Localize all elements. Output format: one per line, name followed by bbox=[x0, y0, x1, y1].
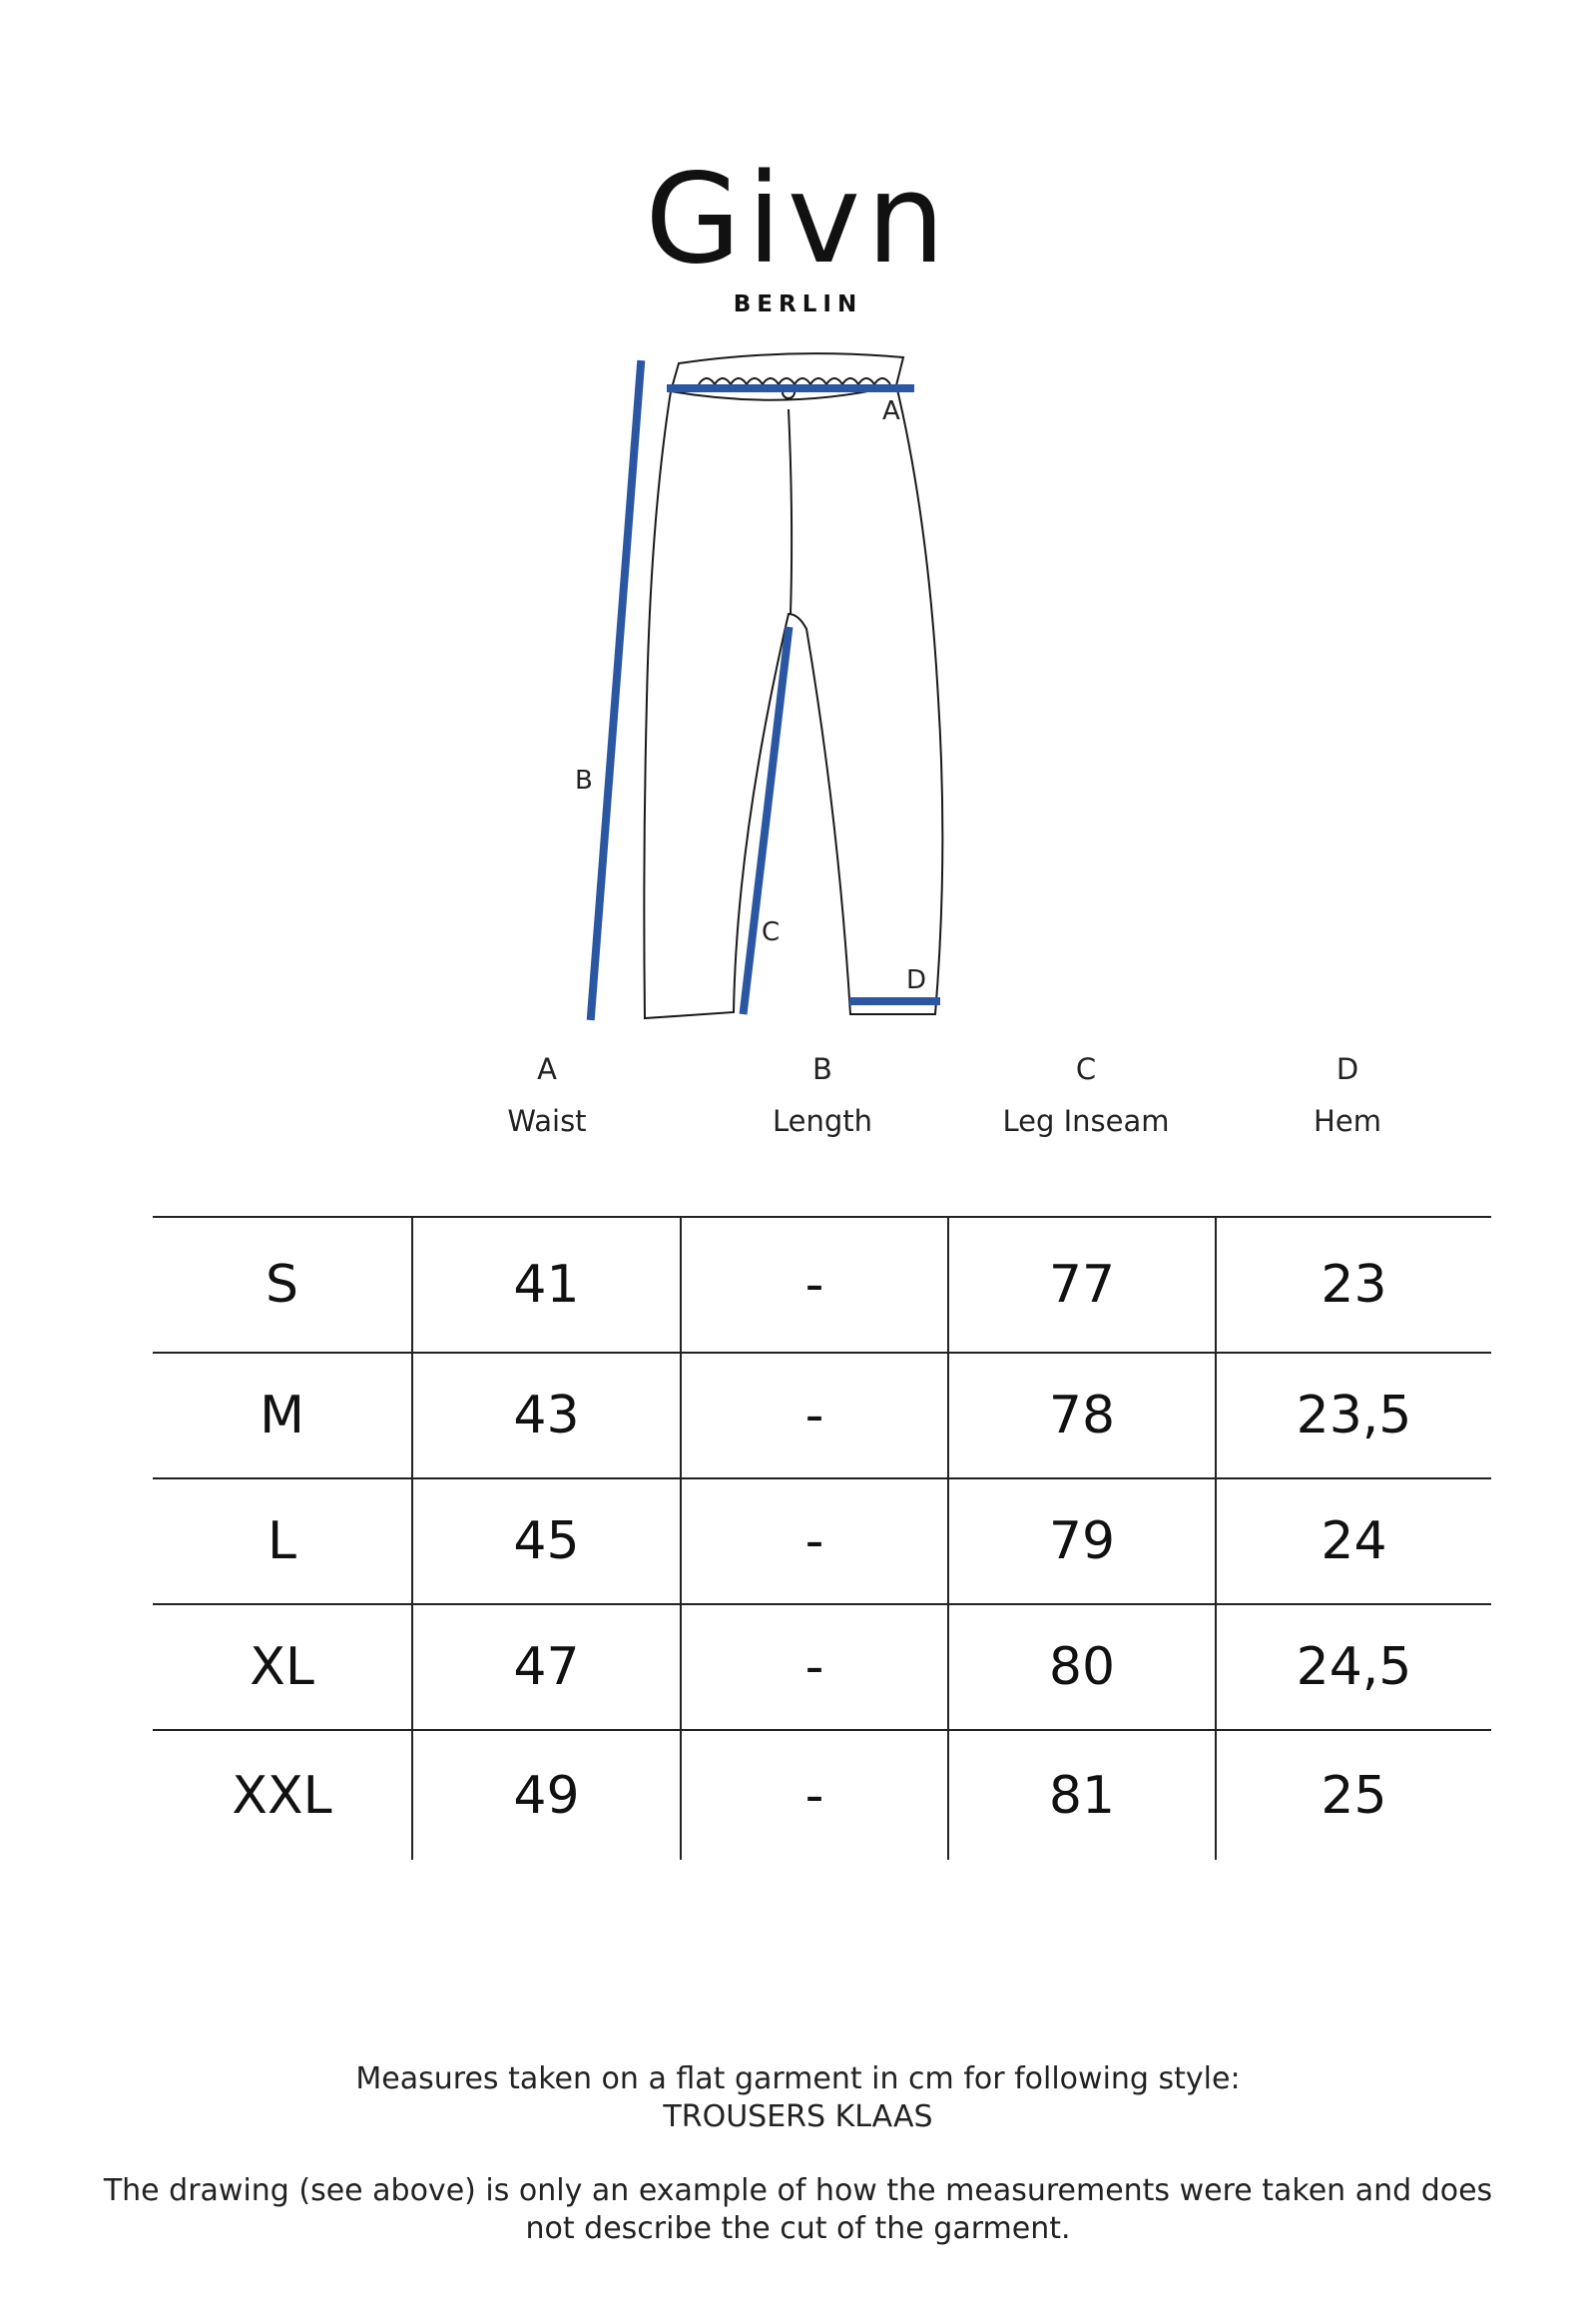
diagram-label-b: B bbox=[575, 766, 593, 796]
column-letter: C bbox=[1075, 1052, 1097, 1086]
note-line: not describe the cut of the garment. bbox=[525, 2211, 1071, 2246]
brand-name: Givn bbox=[645, 148, 951, 291]
diagram-label-c: C bbox=[762, 917, 781, 947]
size-cell: M bbox=[153, 1353, 412, 1478]
column-name: Hem bbox=[1314, 1104, 1381, 1138]
note-line: The drawing (see above) is only an example of how the measurements were taken and does bbox=[103, 2173, 1493, 2208]
column-header-leg-inseam bbox=[986, 1052, 1186, 1138]
column-name: Leg Inseam bbox=[1002, 1104, 1170, 1138]
column-header-length bbox=[723, 1052, 922, 1138]
waist-cell: 47 bbox=[412, 1604, 681, 1730]
waist-cell: 41 bbox=[412, 1217, 681, 1353]
table-row bbox=[153, 1730, 1491, 1860]
column-letter: D bbox=[1335, 1052, 1359, 1086]
trousers-measurement-drawing bbox=[0, 0, 1596, 1058]
size-cell: L bbox=[153, 1478, 412, 1604]
size-cell: XL bbox=[153, 1604, 412, 1730]
waistband-outline bbox=[671, 353, 903, 400]
style-name: TROUSERS KLAAS bbox=[663, 2099, 933, 2134]
table-row bbox=[153, 1353, 1491, 1478]
length-cell: - bbox=[681, 1730, 948, 1860]
length-cell: - bbox=[681, 1353, 948, 1478]
leg-inseam-cell: 79 bbox=[948, 1478, 1216, 1604]
waistband-gathers bbox=[699, 378, 890, 384]
leg-inseam-cell: 81 bbox=[948, 1730, 1216, 1860]
size-cell: XXL bbox=[153, 1730, 412, 1860]
hem-cell: 23 bbox=[1216, 1217, 1491, 1353]
table-row bbox=[153, 1604, 1491, 1730]
column-name: Length bbox=[772, 1104, 873, 1138]
column-name: Waist bbox=[507, 1104, 587, 1138]
measure-line-b bbox=[591, 364, 641, 1016]
note-line: Measures taken on a flat garment in cm for following style: bbox=[355, 2061, 1241, 2096]
table-row bbox=[153, 1478, 1491, 1604]
measurement-note bbox=[60, 2060, 1536, 2136]
size-cell: S bbox=[153, 1217, 412, 1353]
brand-subtitle: BERLIN bbox=[733, 291, 863, 317]
crotch-seam bbox=[789, 409, 792, 614]
length-cell: - bbox=[681, 1217, 948, 1353]
hem-cell: 24,5 bbox=[1216, 1604, 1491, 1730]
waist-cell: 45 bbox=[412, 1478, 681, 1604]
diagram-label-d: D bbox=[906, 965, 927, 995]
leg-inseam-cell: 77 bbox=[948, 1217, 1216, 1353]
size-table bbox=[153, 1216, 1491, 1860]
waist-cell: 43 bbox=[412, 1353, 681, 1478]
length-cell: - bbox=[681, 1604, 948, 1730]
waist-cell: 49 bbox=[412, 1730, 681, 1860]
hem-cell: 23,5 bbox=[1216, 1353, 1491, 1478]
disclaimer-note bbox=[60, 2172, 1536, 2248]
hem-cell: 24 bbox=[1216, 1478, 1491, 1604]
column-letter: A bbox=[537, 1052, 557, 1086]
diagram-label-a: A bbox=[882, 396, 900, 426]
length-cell: - bbox=[681, 1478, 948, 1604]
column-letter: B bbox=[812, 1052, 832, 1086]
column-header-hem bbox=[1248, 1052, 1447, 1138]
trousers-outline bbox=[644, 385, 942, 1018]
hem-cell: 25 bbox=[1216, 1730, 1491, 1860]
table-row bbox=[153, 1217, 1491, 1353]
column-header-waist bbox=[447, 1052, 647, 1138]
leg-inseam-cell: 78 bbox=[948, 1353, 1216, 1478]
leg-inseam-cell: 80 bbox=[948, 1604, 1216, 1730]
